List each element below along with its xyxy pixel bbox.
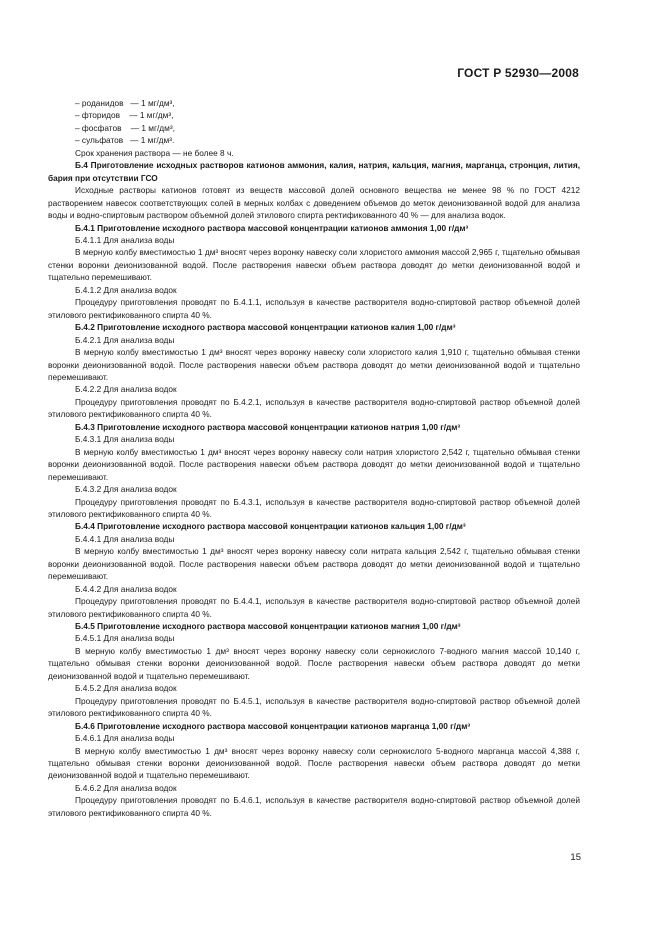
subsection-heading: Б.4.3.2 Для анализа водок	[75, 484, 177, 495]
paragraph: В мерную колбу вместимостью 1 дм³ вносят через воронку навеску соли сернокислого 7-водного магния массой 10,140 г, тщательно обмывая стенки воронки деионизованной водой. После растворения навески объем раствора доводят до метки деионизованной водой и тщательно перемешивают.	[48, 645, 580, 681]
section-heading: Б.4.3 Приготовление исходного раствора массовой концентрации катионов натрия 1,00 г/дм³	[75, 421, 461, 432]
list-item: – фторидов — 1 мг/дм³,	[75, 110, 174, 121]
subsection-heading: Б.4.6.2 Для анализа водок	[75, 782, 177, 793]
paragraph: Срок хранения раствора — не более 8 ч.	[75, 147, 234, 158]
list-item: – сульфатов — 1 мг/дм³.	[75, 135, 175, 146]
section-heading: Б.4.6 Приготовление исходного раствора массовой концентрации катионов марганца 1,00 г/дм³	[75, 720, 471, 731]
paragraph: В мерную колбу вместимостью 1 дм³ вносят через воронку навеску соли хлористого аммония массой 2,965 г, тщательно обмывая стенки воронки деионизованной водой. После растворения навески объем раствора доводят до метки деионизованной водой и тщательно перемешивают.	[48, 247, 580, 283]
document-body	[48, 97, 580, 819]
paragraph: Процедуру приготовления проводят по Б.4.2.1, используя в качестве растворителя водно-спиртовой раствор объемной долей этилового ректификованного спирта 40 %.	[48, 396, 580, 420]
subsection-heading: Б.4.2.2 Для анализа водок	[75, 384, 177, 395]
paragraph: В мерную колбу вместимостью 1 дм³ вносят через воронку навеску соли сернокислого 5-водного марганца массой 4,388 г, тщательно обмывая стенки воронки деионизованной водой. После растворения навески объем раствора доводят до метки деионизованной водой и тщательно перемешивают.	[48, 745, 580, 781]
list-item: – роданидов — 1 мг/дм³,	[75, 98, 175, 108]
paragraph: Процедуру приготовления проводят по Б.4.6.1, используя в качестве растворителя водно-спиртовой раствор объемной долей этилового ректификованного спирта 40 %.	[48, 795, 580, 818]
paragraph: В мерную колбу вместимостью 1 дм³ вносят через воронку навеску соли натрия хлористого 2,542 г, тщательно обмывая стенки воронки деионизованной водой. После растворения навески объем раствора доводят до метки деионизованной водой и тщательно перемешивают.	[48, 446, 580, 482]
subsection-heading: Б.4.1.1 Для анализа воды	[75, 234, 175, 245]
subsection-heading: Б.4.1.2 Для анализа водок	[75, 284, 177, 295]
paragraph: Процедуру приготовления проводят по Б.4.1.1, используя в качестве растворителя водно-спиртовой раствор объемной долей этилового ректификованного спирта 40 %.	[48, 297, 580, 320]
paragraph: В мерную колбу вместимостью 1 дм³ вносят через воронку навеску соли нитрата кальция 2,542 г, тщательно обмывая стенки воронки деионизованной водой. После растворения навески объем раствора доводят до метки деионизованной водой и тщательно перемешивают.	[48, 546, 580, 582]
paragraph: Процедуру приготовления проводят по Б.4.5.1, используя в качестве растворителя водно-спиртовой раствор объемной долей этилового ректификованного спирта 40 %.	[48, 695, 580, 719]
paragraph: Исходные растворы катионов готовят из веществ массовой долей основного вещества не менее 98 % по ГОСТ 4212 растворением навесок соответствующих солей в мерных колбах с доведением объемов до меток деионизованной водой для анализа воды и водно-спиртовым раствором объемной долей этилового спирта ректификованного 40 % — для анализа водок.	[48, 185, 580, 221]
subsection-heading: Б.4.3.1 Для анализа воды	[75, 434, 175, 445]
subsection-heading: Б.4.4.2 Для анализа водок	[75, 583, 177, 594]
subsection-heading: Б.4.2.1 Для анализа воды	[75, 334, 175, 345]
subsection-heading: Б.4.6.1 Для анализа воды	[75, 733, 175, 744]
section-heading: Б.4.2 Приготовление исходного раствора массовой концентрации катионов калия 1,00 г/дм³	[75, 322, 456, 333]
section-heading: Б.4.4 Приготовление исходного раствора массовой концентрации катионов кальция 1,00 г/дм³	[75, 521, 466, 532]
section-heading: Б.4.1 Приготовление исходного раствора массовой концентрации катионов аммония 1,00 г/дм³	[75, 222, 469, 233]
subsection-heading: Б.4.4.1 Для анализа воды	[75, 533, 175, 544]
section-heading: Б.4 Приготовление исходных растворов катионов аммония, калия, натрия, кальция, магния, марганца, стронция, лития, бария при отсутствии ГСО	[48, 160, 580, 183]
subsection-heading: Б.4.5.1 Для анализа воды	[75, 633, 175, 644]
subsection-heading: Б.4.5.2 Для анализа водок	[75, 683, 177, 694]
paragraph: В мерную колбу вместимостью 1 дм³ вносят через воронку навеску соли хлористого калия 1,910 г, тщательно обмывая стенки воронки деионизованной водой. После растворения навески объем раствора доводят до метки деионизованной водой и тщательно перемешивают.	[48, 347, 580, 382]
page-number: 15	[570, 852, 581, 863]
paragraph: Процедуру приготовления проводят по Б.4.3.1, используя в качестве растворителя водно-спиртовой раствор объемной долей этилового ректификованного спирта 40 %.	[48, 496, 580, 519]
paragraph: Процедуру приготовления проводят по Б.4.4.1, используя в качестве растворителя водно-спиртовой раствор объемной долей этилового ректификованного спирта 40 %.	[48, 596, 580, 619]
list-item: – фосфатов — 1 мг/дм³,	[75, 122, 175, 133]
section-heading: Б.4.5 Приготовление исходного раствора массовой концентрации катионов магния 1,00 г/дм³	[75, 621, 461, 632]
standard-id: ГОСТ Р 52930—2008	[457, 66, 579, 80]
